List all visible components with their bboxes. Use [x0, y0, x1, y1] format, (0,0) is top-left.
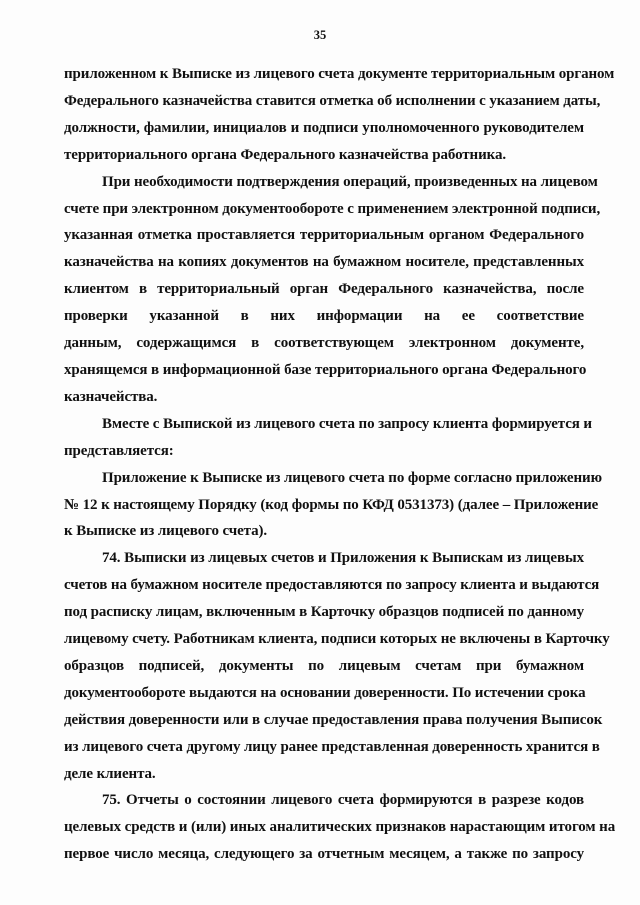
text-line: к Выписке из лицевого счета).: [64, 523, 268, 540]
text-line: 74. Выписки из лицевых счетов и Приложения к Выпискам из лицевых: [102, 550, 584, 567]
text-line: 75. Отчеты о состоянии лицевого счета формируются в разрезе кодов: [102, 792, 584, 809]
text-line: деле клиента.: [64, 765, 156, 782]
paragraph: [64, 411, 592, 465]
text-line: первое число месяца, следующего за отчетным месяцем, а также по запросу: [64, 846, 584, 863]
paragraph: [64, 169, 601, 411]
paragraph: [64, 787, 616, 868]
text-line: под расписку лицам, включенным в Карточку образцов подписей по данному: [64, 604, 584, 621]
page-number: 35: [313, 28, 327, 42]
text-line: образцов подписей, документы по лицевым счетам при бумажном: [64, 657, 584, 674]
text-line: представляется:: [64, 442, 174, 459]
text-line: клиентом в территориальный орган Федерального казначейства, после: [64, 281, 584, 298]
text-line: территориального органа Федерального казначейства работника.: [64, 146, 506, 163]
text-line: счете при электронном документообороте с применением электронной подписи,: [64, 200, 601, 217]
text-line: документообороте выдаются на основании доверенности. По истечении срока: [64, 684, 586, 701]
paragraph: [64, 465, 602, 546]
text-line: Вместе с Выпиской из лицевого счета по запросу клиента формируется и: [102, 415, 592, 432]
text-line: должности, фамилии, инициалов и подписи уполномоченного руководителем: [64, 119, 584, 136]
text-line: проверки указанной в них информации на ее соответствие: [64, 308, 584, 325]
text-line: приложенном к Выписке из лицевого счета документе территориальным органом: [64, 66, 615, 82]
text-line: хранящемся в информационной базе территориального органа Федерального: [64, 361, 587, 378]
document-body: [64, 61, 616, 868]
text-line: действия доверенности или в случае предоставления права получения Выписок: [64, 711, 603, 728]
text-line: № 12 к настоящему Порядку (код формы по КФД 0531373) (далее – Приложение: [64, 496, 599, 513]
paragraph: [64, 545, 610, 787]
text-line: указанная отметка проставляется территориальным органом Федерального: [64, 227, 584, 244]
text-line: счетов на бумажном носителе предоставляются по запросу клиента и выдаются: [64, 577, 600, 594]
text-line: данным, содержащимся в соответствующем электронном документе,: [64, 335, 584, 352]
text-line: казначейства.: [64, 388, 158, 405]
text-line: Приложение к Выписке из лицевого счета по форме согласно приложению: [102, 469, 602, 486]
text-line: казначейства на копиях документов на бумажном носителе, представленных: [64, 254, 584, 271]
text-line: целевых средств и (или) иных аналитических признаков нарастающим итогом на: [64, 819, 616, 836]
text-line: лицевому счету. Работникам клиента, подписи которых не включены в Карточку: [64, 631, 610, 648]
paragraph: [64, 61, 615, 169]
text-line: Федерального казначейства ставится отметка об исполнении с указанием даты,: [64, 92, 601, 109]
text-line: При необходимости подтверждения операций, произведенных на лицевом: [102, 173, 598, 190]
text-line: из лицевого счета другому лицу ранее представленная доверенность хранится в: [64, 738, 600, 755]
